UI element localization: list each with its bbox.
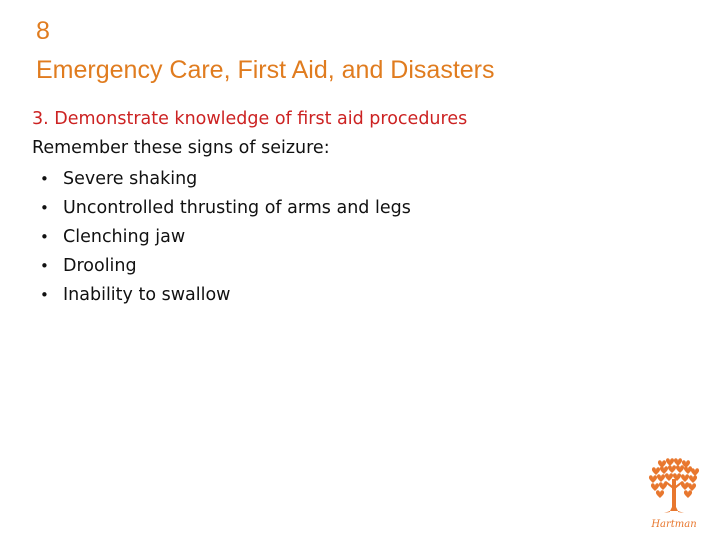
bullet-icon: • <box>40 228 49 246</box>
list-item <box>40 223 411 252</box>
logo-wordmark: Hartman <box>651 519 697 530</box>
list-item <box>40 194 411 223</box>
bullet-icon: • <box>40 286 49 304</box>
learning-objective: 3. Demonstrate knowledge of first aid procedures <box>32 109 468 129</box>
chapter-title: Emergency Care, First Aid, and Disasters <box>36 56 495 84</box>
list-item-text: Drooling <box>63 256 137 276</box>
bullet-icon: • <box>40 170 49 188</box>
list-item-text: Severe shaking <box>63 169 198 189</box>
intro-text: Remember these signs of seizure: <box>32 138 330 158</box>
list-item-text: Clenching jaw <box>63 227 186 247</box>
list-item <box>40 165 411 194</box>
list-item-text: Inability to swallow <box>63 285 231 305</box>
list-item <box>40 281 411 310</box>
list-item <box>40 252 411 281</box>
list-item-text: Uncontrolled thrusting of arms and legs <box>63 198 411 218</box>
chapter-number: 8 <box>36 17 50 45</box>
bullet-icon: • <box>40 257 49 275</box>
heart-tree-logo-icon <box>640 455 708 535</box>
seizure-signs-list <box>40 165 411 310</box>
bullet-icon: • <box>40 199 49 217</box>
